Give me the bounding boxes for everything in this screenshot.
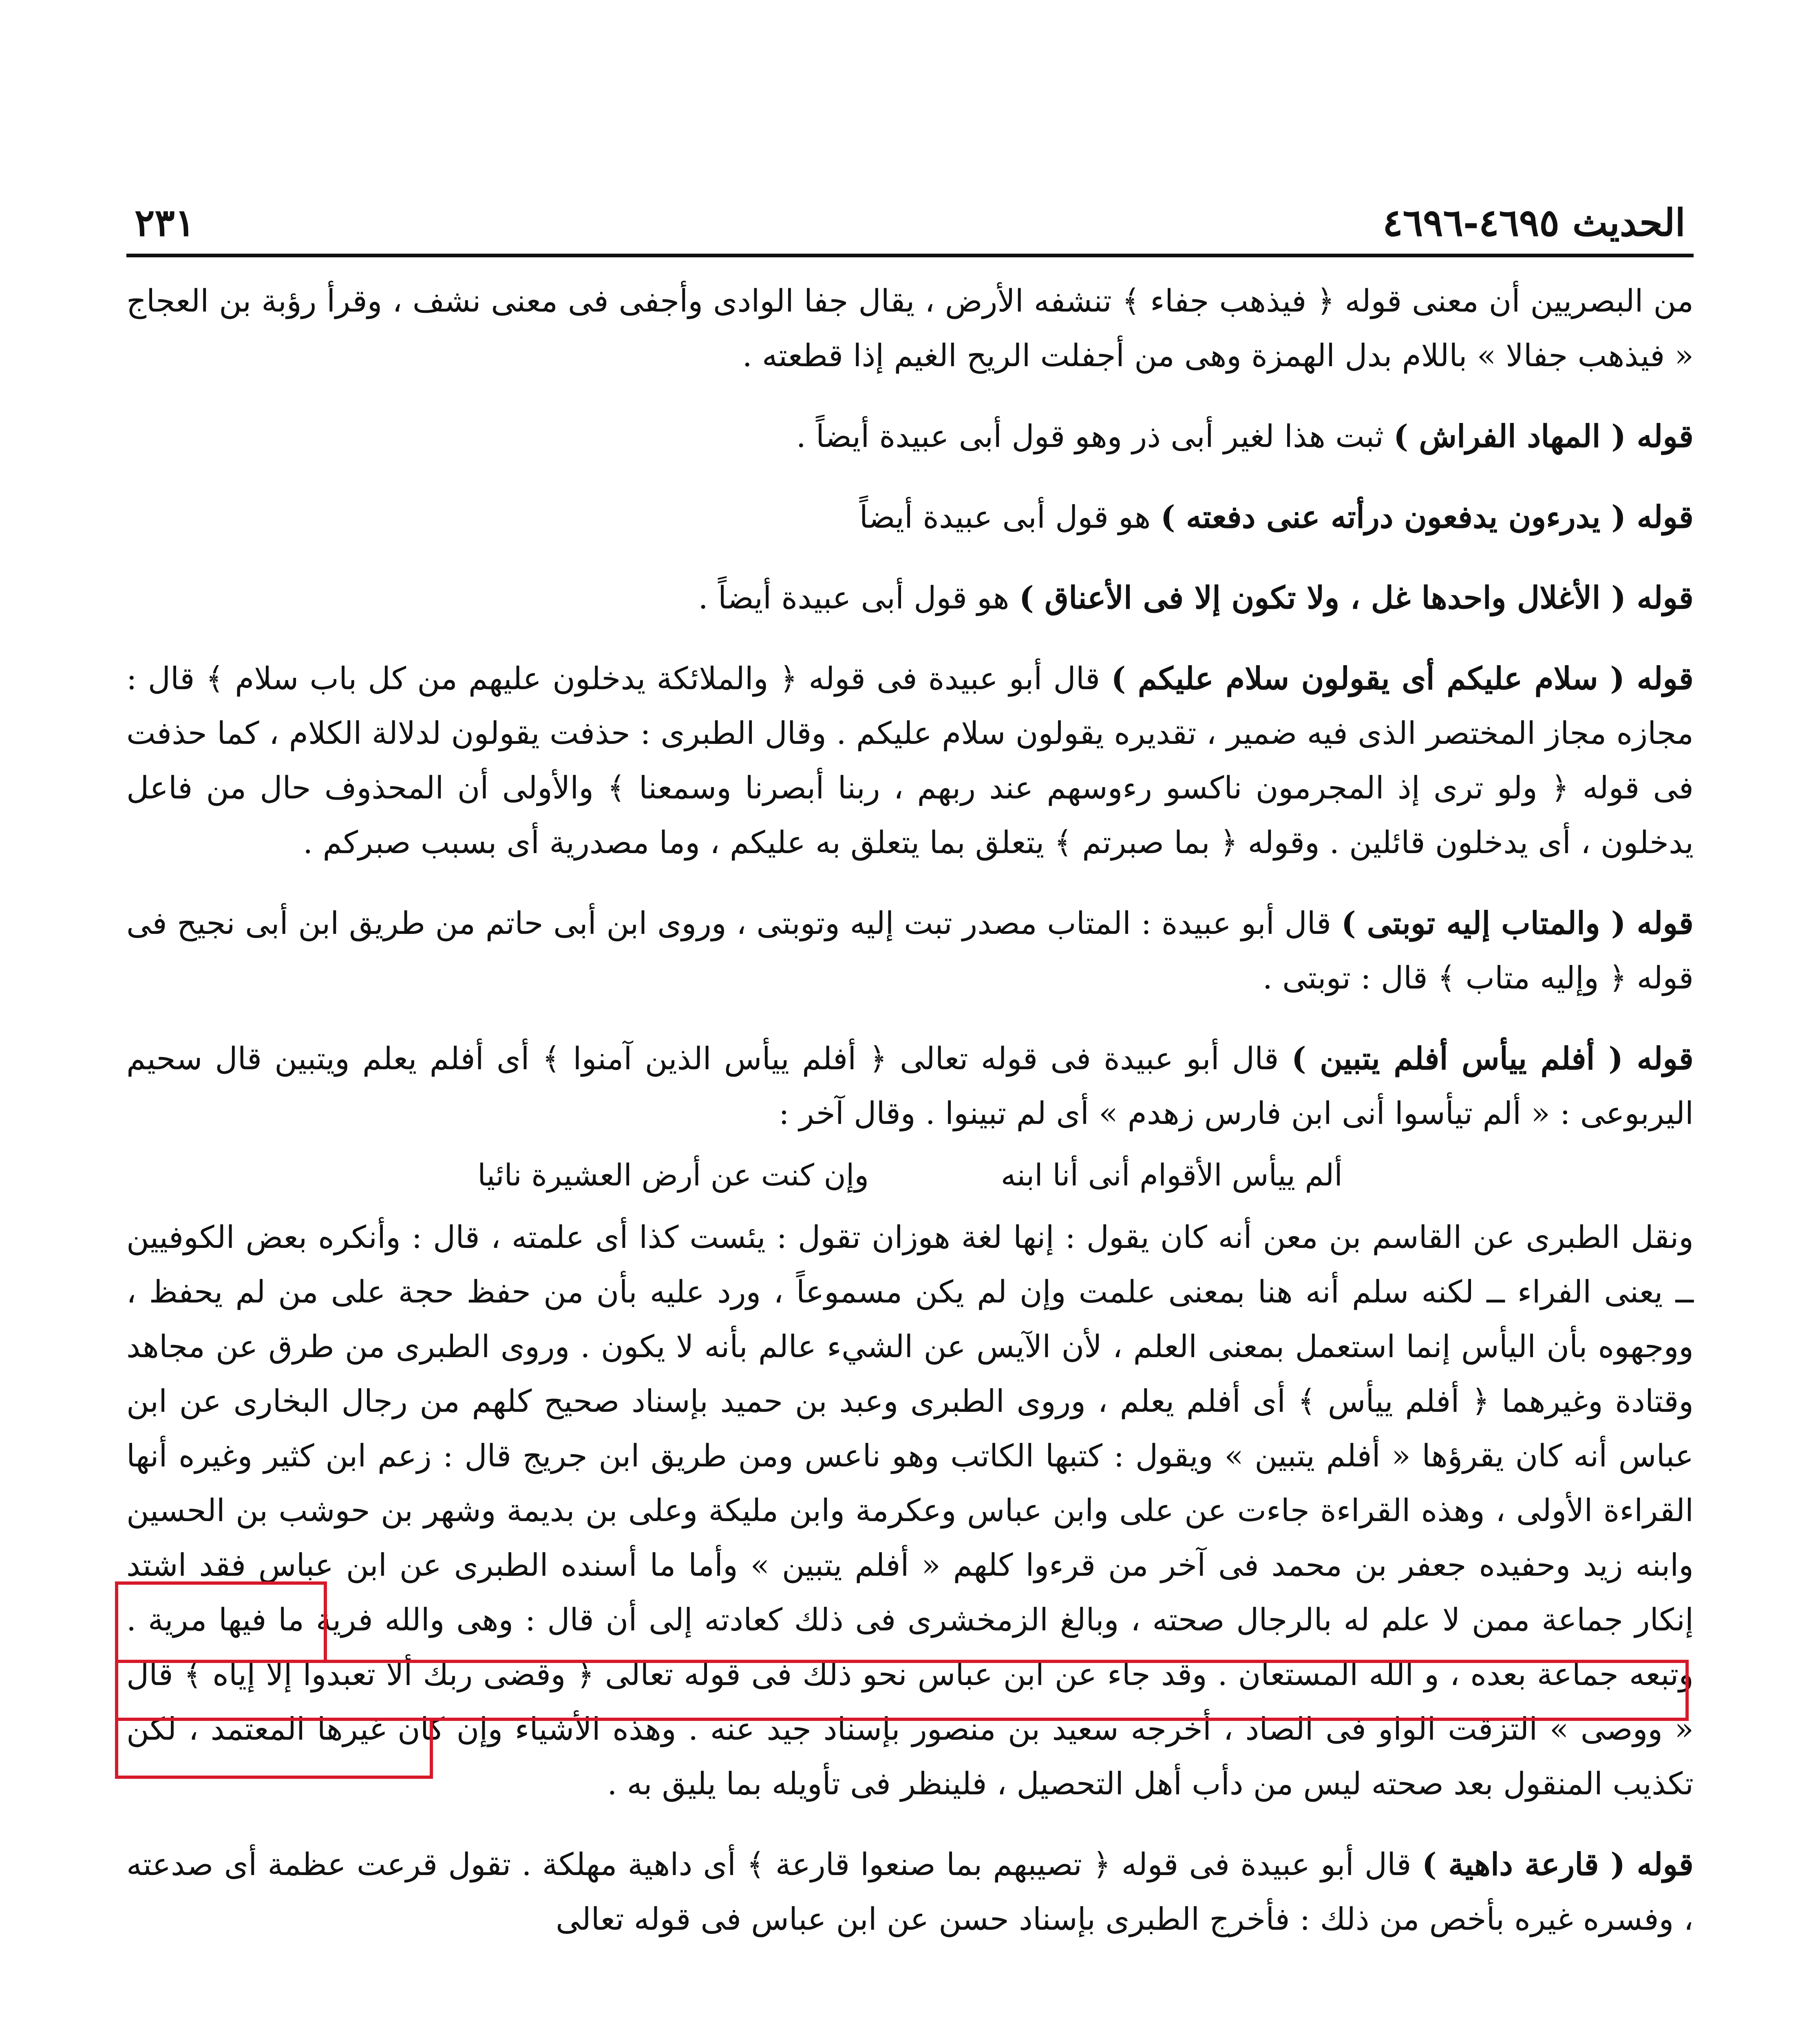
paragraph-text: ثبت هذا لغير أبى ذر وهو قول أبى عبيدة أيضاً . bbox=[796, 418, 1394, 454]
paragraph-heading: قوله ( يدرءون يدفعون درأته عنى دفعته ) bbox=[1160, 499, 1694, 535]
page-body bbox=[126, 257, 1694, 1946]
paragraph-1 bbox=[126, 274, 1694, 383]
paragraph-9 bbox=[126, 1837, 1694, 1946]
paragraph-heading: قوله ( والمتاب إليه توبتى ) bbox=[1341, 905, 1694, 941]
paragraph-text: ونقل الطبرى عن القاسم بن معن أنه كان يقول : إنها لغة هوزان تقول : يئست كذا أى علمته ، قال : وأنكره بعض الكوفيين ــ يعنى الفراء ــ لكنه سلم أنه هنا بمعنى علمت وإن لم يكن مسموعاً ، ورد عليه بأن من حفظ حجة على من لم يحفظ ، ووجهوه بأن اليأس إنما استعمل بمعنى العلم ، لأن الآيس عن الشيء عالم بأنه لا يكون . وروى الطبرى من طرق عن مجاهد وقتادة وغيرهما ﴿ أفلم ييأس ﴾ أى أفلم يعلم ، وروى الطبرى وعبد بن حميد بإسناد صحيح كلهم من رجال البخارى عن ابن عباس أنه كان يقرؤها « أفلم يتبين » ويقول : كتبها الكاتب وهو ناعس ومن طريق ابن جريج قال : زعم ابن كثير وغيره أنها القراءة الأولى ، وهذه القراءة جاءت عن على وابن عباس وعكرمة وابن مليكة وعلى بن بديمة وشهر بن حوشب بن الحسين وابنه زيد وحفيده جعفر بن محمد فى آخر من قرءوا كلهم « أفلم يتبين » وأما ما أسنده الطبرى عن ابن عباس فقد اشتد إنكار جماعة ممن لا علم له بالرجال صحته ، وبالغ الزمخشرى فى ذلك كعادته إلى أن قال : وهى والله فرية ما فيها مرية . وتبعه جماعة بعده ، و الله المستعان . وقد جاء عن ابن عباس نحو ذلك فى قوله تعالى ﴿ وقضى ربك ألا تعبدوا إلا إياه ﴾ قال « ووصى » التزقت الواو فى الصاد ، أخرجه سعيد بن منصور بإسناد جيد عنه . وهذه الأشياء وإن كان غيرها المعتمد ، لكن تكذيب المنقول بعد صحته ليس من دأب أهل التحصيل ، فلينظر فى تأويله بما يليق به . bbox=[126, 1219, 1694, 1802]
paragraph-text: هو قول أبى عبيدة أيضاً bbox=[859, 499, 1161, 535]
verse-hemistich-2: وإن كنت عن أرض العشيرة نائيا bbox=[477, 1158, 869, 1193]
page-header bbox=[126, 171, 1694, 257]
page-number: ٢٣١ bbox=[135, 201, 195, 245]
verse-hemistich-1: ألم ييأس الأقوام أنى أنا ابنه bbox=[1001, 1158, 1343, 1193]
paragraph-text: قال أبو عبيدة فى قوله تعالى ﴿ أفلم ييأس الذين آمنوا ﴾ أى أفلم يعلم ويتبين قال سحيم اليربوعى : « ألم تيأسوا أنى ابن فارس زهدم » أى لم تبينوا . وقال آخر : bbox=[126, 1040, 1694, 1131]
paragraph-3 bbox=[126, 490, 1694, 544]
paragraph-6 bbox=[126, 896, 1694, 1005]
paragraph-heading: قوله ( المهاد الفراش ) bbox=[1393, 418, 1694, 454]
paragraph-heading: قوله ( قارعة داهية ) bbox=[1422, 1846, 1694, 1882]
header-hadith-range: الحديث ٤٦٩٥-٤٦٩٦ bbox=[1383, 201, 1685, 245]
paragraph-heading: قوله ( أفلم ييأس أفلم يتبين ) bbox=[1291, 1040, 1694, 1077]
paragraph-text: هو قول أبى عبيدة أيضاً . bbox=[698, 579, 1019, 616]
poetry-verse bbox=[126, 1145, 1694, 1206]
paragraph-heading: قوله ( سلام عليكم أى يقولون سلام عليكم ) bbox=[1111, 660, 1694, 697]
paragraph-text: من البصريين أن معنى قوله ﴿ فيذهب جفاء ﴾ تنشفه الأرض ، يقال جفا الوادى وأجفى فى معنى نشف ، وقرأ رؤبة بن العجاج « فيذهب جفالا » باللام بدل الهمزة وهى من أجفلت الريح الغيم إذا قطعته . bbox=[126, 283, 1694, 374]
paragraph-4 bbox=[126, 571, 1694, 625]
paragraph-5 bbox=[126, 651, 1694, 870]
paragraph-text: قال أبو عبيدة فى قوله ﴿ والملائكة يدخلون عليهم من كل باب سلام ﴾ قال : مجازه مجاز المختصر الذى فيه ضمير ، تقديره يقولون سلام عليكم . وقال الطبرى : حذفت يقولون لدلالة الكلام ، كما حذفت فى قوله ﴿ ولو ترى إذ المجرمون ناكسو رءوسهم عند ربهم ، ربنا أبصرنا وسمعنا ﴾ والأولى أن المحذوف حال من فاعل يدخلون ، أى يدخلون قائلين . وقوله ﴿ بما صبرتم ﴾ يتعلق بما يتعلق به عليكم ، وما مصدرية أى بسبب صبركم . bbox=[126, 660, 1694, 860]
paragraph-2 bbox=[126, 409, 1694, 464]
paragraph-heading: قوله ( الأغلال واحدها غل ، ولا تكون إلا فى الأعناق ) bbox=[1019, 579, 1694, 616]
paragraph-8 bbox=[126, 1210, 1694, 1811]
paragraph-text: قال أبو عبيدة : المتاب مصدر تبت إليه وتوبتى ، وروى ابن أبى حاتم من طريق ابن أبى نجيح فى قوله ﴿ وإليه متاب ﴾ قال : توبتى . bbox=[126, 905, 1694, 996]
paragraph-text: قال أبو عبيدة فى قوله ﴿ تصيبهم بما صنعوا قارعة ﴾ أى داهية مهلكة . تقول قرعت عظمة أى صدعته ، وفسره غيره بأخص من ذلك : فأخرج الطبرى بإسناد حسن عن ابن عباس فى قوله تعالى bbox=[126, 1846, 1694, 1937]
paragraph-7 bbox=[126, 1031, 1694, 1141]
